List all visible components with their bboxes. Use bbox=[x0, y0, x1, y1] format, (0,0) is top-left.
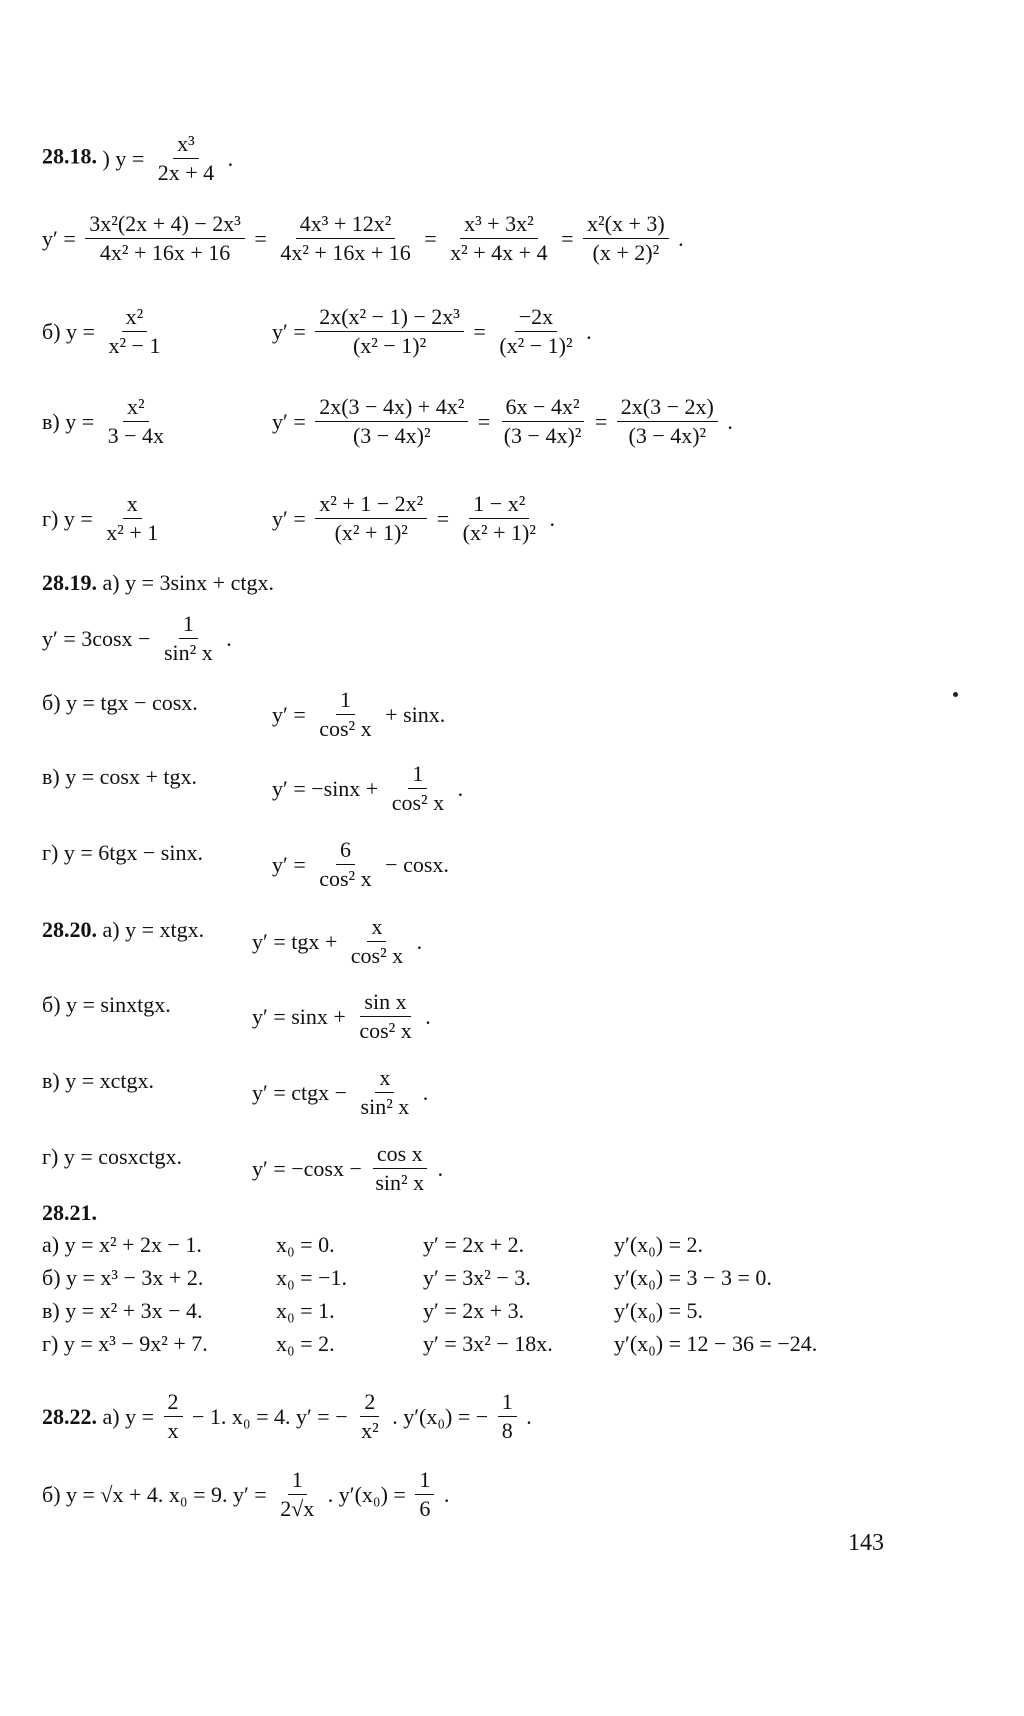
table-cell: x₀ = 0. bbox=[276, 1232, 335, 1257]
problem-28-20-c: в) y = xctgx. bbox=[42, 1067, 154, 1093]
fraction: $\frac{\text{1 − x²}}{\text{(x² + 1)²}}$ bbox=[462, 491, 536, 545]
problem-28-19-c-derivative: y′ = −sinx + $\frac{1}{\text{cos² x}}$ . bbox=[272, 761, 464, 815]
problem-28-19-b: б) y = tgx − cosx. bbox=[42, 689, 198, 715]
fraction: $\frac{\text{x³}}{2x + 4}$ bbox=[157, 131, 215, 185]
problem-28-18-b-derivative: y′ = $\frac{\text{2x(x² − 1) − 2x³}}{\text{(x² − 1)²}}$ = $\frac{-2x}{\text{(x² − 1)²}}$ . bbox=[272, 304, 592, 358]
fraction: $\frac{x}{\text{x² + 1}}$ bbox=[106, 491, 159, 545]
fraction: $\frac{1}{2√x}$ bbox=[280, 1467, 315, 1521]
problem-28-19-a-derivative: y′ = 3cosx − $\frac{1}{\text{sin² x}}$ . bbox=[42, 611, 232, 665]
problem-28-18-c-derivative: y′ = $\frac{\text{2x(3 − 4x) + 4x²}}{\text{(3 − 4x)²}}$ = $\frac{\text{6x − 4x²}}{\text{(3 − 4x)²}}$ = $\frac{2x(3 - 2x)}{\text{(3 − 4x)²}}$ . bbox=[272, 394, 733, 448]
table-cell: y′ = 2x + 2. bbox=[423, 1232, 525, 1257]
problem-28-20-b: б) y = sinxtgx. bbox=[42, 991, 171, 1017]
problem-28-19-d-derivative: y′ = $\frac{6}{\text{cos² x}}$ − cosx. bbox=[272, 837, 449, 891]
fraction: $\frac{1}{8}$ bbox=[498, 1390, 517, 1443]
fraction: $\frac{\text{x² + 1 − 2x²}}{\text{(x² + 1)²}}$ bbox=[315, 492, 427, 545]
table-cell: y′ = 2x + 3. bbox=[423, 1298, 525, 1323]
table-cell: в) y = x² + 3x − 4. bbox=[42, 1298, 203, 1323]
fraction: $\frac{1}{\text{sin² x}}$ bbox=[163, 611, 213, 665]
problem-28-18-b: б) y = $\frac{\text{x²}}{\text{x² − 1}}$ bbox=[42, 305, 168, 358]
problem-28-18-d-derivative: y′ = $\frac{\text{x² + 1 − 2x²}}{\text{(x² + 1)²}}$ = $\frac{\text{1 − x²}}{\text{(x² + 1)²}}$ . bbox=[272, 491, 555, 545]
problem-28-22-b: б) y = √x + 4. x₀ = 9. y′ = $\frac{1}{2√x}$ . y′(x₀) = $\frac{1}{6}$ . bbox=[42, 1467, 450, 1521]
fraction: $\frac{1}{\text{cos² x}}$ bbox=[391, 761, 445, 815]
fraction: $\frac{1}{6}$ bbox=[415, 1468, 434, 1521]
problem-28-20-c-derivative: y′ = ctgx − $\frac{x}{\text{sin² x}}$ . bbox=[252, 1065, 429, 1119]
fraction: $\frac{\text{3x²(2x + 4) − 2x³}}{\text{4x² + 16x + 16}}$ bbox=[85, 212, 245, 265]
problem-28-18-statement: 28.18. ) y = $\frac{\text{x³}}{2x + 4}$ . bbox=[42, 131, 234, 185]
problem-28-18-c: в) y = $\frac{\text{x²}}{3 - 4x}$ bbox=[42, 395, 172, 448]
fraction: $\frac{x}{\text{sin² x}}$ bbox=[360, 1065, 410, 1119]
fraction: $\frac{-2x}{\text{(x² − 1)²}}$ bbox=[499, 304, 573, 358]
fraction: $\frac{6}{\text{cos² x}}$ bbox=[319, 837, 372, 891]
problem-28-19-b-derivative: y′ = $\frac{1}{\text{cos² x}}$ + sinx. bbox=[272, 687, 446, 741]
table-cell: y′ = 3x² − 18x. bbox=[423, 1331, 553, 1356]
fraction: $\frac{\text{sin x}}{\text{cos² x}}$ bbox=[359, 989, 412, 1043]
fraction: $\frac{\text{2x(x² − 1) − 2x³}}{\text{(x² − 1)²}}$ bbox=[315, 305, 464, 358]
problem-28-20-b-derivative: y′ = sinx + $\frac{\text{sin x}}{\text{cos² x}}$ . bbox=[252, 989, 431, 1043]
ink-speck bbox=[953, 692, 958, 697]
fraction: $\frac{\text{x²(x + 3)}}{\text{(x + 2)²}}$ bbox=[583, 212, 669, 265]
fraction: $\frac{1}{\text{cos² x}}$ bbox=[319, 687, 372, 741]
table-cell: y′(x₀) = 3 − 3 = 0. bbox=[614, 1265, 772, 1290]
fraction: $\frac{2}{x}$ bbox=[164, 1390, 183, 1443]
fraction: $\frac{2}{\text{x²}}$ bbox=[361, 1389, 379, 1443]
fraction: $\frac{\text{2x(3 − 4x) + 4x²}}{\text{(3 − 4x)²}}$ bbox=[315, 395, 468, 448]
table-cell: г) y = x³ − 9x² + 7. bbox=[42, 1331, 208, 1356]
table-cell: y′(x₀) = 2. bbox=[614, 1232, 704, 1257]
fraction: $\frac{\text{x²}}{\text{x² − 1}}$ bbox=[108, 304, 161, 358]
problem-28-20-d-derivative: y′ = −cosx − $\frac{\text{cos x}}{\text{sin² x}}$ . bbox=[252, 1141, 444, 1195]
problem-28-20-d: г) y = cosxctgx. bbox=[42, 1143, 182, 1169]
fraction: $\frac{x}{\text{cos² x}}$ bbox=[350, 914, 404, 968]
problem-28-19-c: в) y = cosx + tgx. bbox=[42, 763, 197, 789]
problem-28-18-d: г) y = $\frac{x}{\text{x² + 1}}$ bbox=[42, 492, 166, 545]
problem-28-20-a-derivative: y′ = tgx + $\frac{x}{\text{cos² x}}$ . bbox=[252, 914, 423, 968]
table-cell: x₀ = 2. bbox=[276, 1331, 335, 1356]
fraction: $\frac{\text{4x³ + 12x²}}{\text{4x² + 16x + 16}}$ bbox=[280, 211, 411, 265]
table-cell: y′(x₀) = 12 − 36 = −24. bbox=[614, 1331, 818, 1356]
table-cell: x₀ = 1. bbox=[276, 1298, 335, 1323]
table-cell: а) y = x² + 2x − 1. bbox=[42, 1232, 202, 1257]
fraction: $\frac{\text{x³ + 3x²}}{\text{x² + 4x + 4}}$ bbox=[450, 211, 548, 265]
fraction: $\frac{\text{6x − 4x²}}{\text{(3 − 4x)²}}$ bbox=[500, 395, 586, 448]
table-cell: x₀ = −1. bbox=[276, 1265, 347, 1290]
problem-28-20-a: 28.20. а) y = xtgx. bbox=[42, 916, 205, 942]
fraction: $\frac{\text{cos x}}{\text{sin² x}}$ bbox=[371, 1142, 428, 1195]
problem-28-22-a: 28.22. а) y = $\frac{2}{x}$ − 1. x₀ = 4. y′ = − $\frac{2}{\text{x²}}$ . y′(x₀) = − $\frac{1}{8}$ . bbox=[42, 1389, 532, 1443]
problem-28-19-statement: 28.19. а) y = 3sinx + ctgx. bbox=[42, 570, 274, 595]
problem-28-21-label: 28.21. bbox=[42, 1200, 97, 1225]
table-cell: y′ = 3x² − 3. bbox=[423, 1265, 531, 1290]
problem-28-18-derivative: y′ = $\frac{\text{3x²(2x + 4) − 2x³}}{\text{4x² + 16x + 16}}$ = $\frac{\text{4x³ + 12x²}}{\text{4x² + 16x + 16}}$ = $\frac{\text{x³ + 3x²}}{\text{x² + 4x + 4}}$ = $\frac{\text{x²(x + 3)}}{\text{(x + 2)²}}$ . bbox=[42, 211, 684, 265]
problem-28-19-d: г) y = 6tgx − sinx. bbox=[42, 839, 203, 865]
problem-label: 28.18. bbox=[42, 143, 97, 169]
fraction: $\frac{\text{x²}}{3 - 4x}$ bbox=[107, 394, 165, 448]
fraction: $\frac{2x(3 - 2x)}{\text{(3 − 4x)²}}$ bbox=[617, 395, 718, 448]
table-cell: б) y = x³ − 3x + 2. bbox=[42, 1265, 204, 1290]
table-cell: y′(x₀) = 5. bbox=[614, 1298, 704, 1323]
page-number: 143 bbox=[848, 1530, 884, 1556]
